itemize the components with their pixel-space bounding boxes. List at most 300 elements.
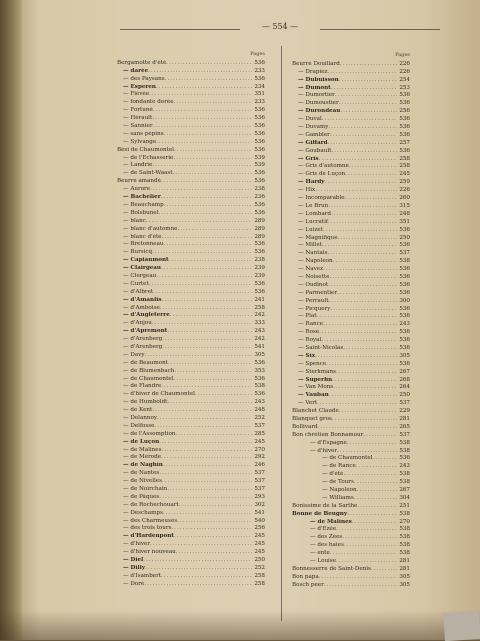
- index-entry: [292, 542, 410, 550]
- entry-name: — Rance: [298, 321, 324, 328]
- entry-name: — d'hiver nouveau: [123, 549, 176, 556]
- index-entry: [117, 210, 265, 218]
- entry-name: — ente: [310, 550, 330, 557]
- entry-name: — de Humboldt: [123, 399, 168, 406]
- leader-dots: [339, 100, 398, 108]
- index-entry: [117, 170, 265, 178]
- entry-page-number: 250: [399, 392, 410, 399]
- index-entry: [117, 549, 265, 557]
- index-entry: [117, 431, 265, 439]
- leader-dots: [317, 313, 398, 321]
- entry-page-number: 536: [254, 391, 265, 398]
- index-entry: [117, 107, 265, 115]
- leader-dots: [319, 574, 398, 582]
- index-entry: [292, 61, 410, 69]
- entry-name: Bonnesserre de Saint-Denis: [292, 565, 371, 572]
- entry-name: — Esperen: [123, 83, 156, 90]
- leader-dots: [162, 336, 252, 344]
- entry-name: — d'Hardenpont: [123, 533, 174, 540]
- leader-dots: [161, 383, 252, 391]
- index-entry: [117, 249, 265, 257]
- entry-name: Bési de Chaumontel: [117, 146, 174, 153]
- index-entry: [292, 211, 410, 219]
- entry-page-number: 540: [254, 517, 265, 524]
- entry-name: — Diel: [123, 557, 144, 564]
- entry-name: — de l'Echasserie: [123, 154, 174, 161]
- entry-name: — Louise: [310, 558, 337, 565]
- entry-page-number: 245: [399, 171, 410, 178]
- index-entry: [292, 558, 410, 566]
- index-entry: [292, 432, 410, 440]
- entry-name: — de Luçon: [123, 438, 160, 445]
- leader-dots: [150, 541, 252, 549]
- entry-name: — darée: [123, 67, 149, 74]
- entry-page-number: 536: [399, 226, 410, 233]
- leader-dots: [149, 281, 253, 289]
- entry-page-number: 243: [399, 321, 410, 328]
- entry-name: — Bolsbunel: [123, 209, 159, 216]
- leader-dots: [332, 416, 397, 424]
- entry-page-number: 537: [399, 250, 410, 257]
- entry-name: — de Malines: [310, 518, 352, 525]
- index-entry: [117, 305, 265, 313]
- index-entry: [117, 470, 265, 478]
- index-entry: [292, 242, 410, 250]
- entry-name: — Davy: [123, 351, 145, 358]
- entry-page-number: 281: [399, 565, 410, 572]
- index-entry: [117, 383, 265, 391]
- leader-dots: [333, 258, 398, 266]
- entry-page-number: 250: [254, 557, 265, 564]
- entry-name: — d'Albret: [123, 288, 154, 295]
- entry-name: — des Zées: [310, 534, 343, 541]
- entry-page-number: 259: [399, 179, 410, 186]
- leader-dots: [339, 408, 398, 416]
- entry-page-number: 315: [399, 202, 410, 209]
- index-entry: [292, 266, 410, 274]
- index-entry: [117, 202, 265, 210]
- entry-name: — des Paysans: [123, 75, 165, 82]
- entry-page-number: 257: [399, 139, 410, 146]
- entry-name: — Duval: [298, 116, 322, 123]
- entry-page-number: 245: [254, 438, 265, 445]
- entry-page-number: 226: [399, 187, 410, 194]
- leader-dots: [357, 503, 397, 511]
- leader-dots: [164, 131, 253, 139]
- index-entry: [292, 519, 410, 527]
- entry-name: Beurré amandé: [117, 178, 161, 185]
- entry-page-number: 289: [254, 225, 265, 232]
- entry-page-number: 539: [254, 162, 265, 169]
- entry-name: — d'Amboise: [123, 304, 160, 311]
- entry-name: — Le Brun: [298, 202, 329, 209]
- entry-name: — d'Arenberg: [123, 343, 163, 350]
- index-entry: [117, 68, 265, 76]
- entry-page-number: 536: [399, 266, 410, 273]
- entry-page-number: 305: [399, 352, 410, 359]
- leader-dots: [330, 550, 397, 558]
- entry-page-number: 353: [254, 367, 265, 374]
- index-entry: [292, 337, 410, 345]
- leader-dots: [372, 455, 397, 463]
- entry-name: — d'Espagne: [310, 439, 347, 446]
- index-entry: [292, 487, 410, 495]
- entry-page-number: 252: [254, 414, 265, 421]
- entry-name: Blanchet Claude: [292, 408, 339, 415]
- leader-dots: [152, 320, 252, 328]
- entry-name: — Gambler: [298, 131, 330, 138]
- index-entry: [117, 462, 265, 470]
- leader-dots: [143, 557, 252, 565]
- page-bottom-shadow: [0, 610, 480, 640]
- leader-dots: [166, 60, 252, 68]
- entry-name: — Fiévée: [123, 91, 150, 98]
- entry-name: Beurré Douillard: [292, 60, 340, 67]
- leader-dots: [343, 345, 397, 353]
- leader-dots: [161, 194, 253, 202]
- leader-dots: [328, 140, 398, 148]
- entry-name: — des Charmeuses: [123, 517, 178, 524]
- index-entry: [292, 377, 410, 385]
- leader-dots: [328, 69, 398, 77]
- leader-dots: [150, 186, 252, 194]
- index-column-left: [117, 51, 265, 589]
- entry-name: — Doré: [123, 580, 145, 587]
- leader-dots: [321, 337, 397, 345]
- entry-name: — Rose: [298, 329, 320, 336]
- entry-page-number: 536: [254, 107, 265, 114]
- entry-name: — Gris: [298, 155, 319, 162]
- entry-name: — Dilly: [123, 564, 146, 571]
- entry-page-number: 536: [254, 209, 265, 216]
- entry-name: — Capiaumont: [123, 257, 169, 264]
- index-entry: [117, 297, 265, 305]
- entry-page-number: 226: [399, 68, 410, 75]
- entry-page-number: 536: [254, 178, 265, 185]
- entry-name: — Delfosse: [123, 422, 155, 429]
- entry-name: — Dumoustier: [298, 100, 339, 107]
- index-entry: [117, 344, 265, 352]
- entry-name: Bollivard: [292, 423, 318, 430]
- entry-page-number: 536: [254, 280, 265, 287]
- entry-page-number: 293: [254, 493, 265, 500]
- index-entry: [292, 148, 410, 156]
- leader-dots: [174, 368, 252, 376]
- leader-dots: [159, 494, 252, 502]
- index-entry: [117, 454, 265, 462]
- entry-page-number: 300: [399, 297, 410, 304]
- entry-name: — Delannoy: [123, 414, 158, 421]
- entry-page-number: 258: [399, 163, 410, 170]
- entry-page-number: 268: [399, 376, 410, 383]
- leader-dots: [363, 432, 397, 440]
- index-entry: [292, 163, 410, 171]
- entry-name: — Navez: [298, 266, 324, 273]
- leader-dots: [167, 486, 252, 494]
- entry-name: — Curtet: [123, 280, 149, 287]
- leader-dots: [345, 195, 398, 203]
- index-entry: [292, 416, 410, 424]
- index-entry: [117, 91, 265, 99]
- leader-dots: [338, 235, 398, 243]
- index-entry: [292, 574, 410, 582]
- index-entry: [117, 407, 265, 415]
- index-entry: [292, 408, 410, 416]
- entry-page-number: 538: [399, 258, 410, 265]
- index-entry: [292, 392, 410, 400]
- index-entry: [117, 162, 265, 170]
- entry-name: — de Saint-Waast: [123, 170, 173, 177]
- entry-name: — de Nantes: [123, 470, 160, 477]
- entry-name: — d'hiver: [123, 541, 151, 548]
- index-entry: [292, 203, 410, 211]
- entry-name: Bonne de Beugny: [292, 510, 348, 517]
- leader-dots: [160, 305, 253, 313]
- entry-page-number: 248: [399, 210, 410, 217]
- leader-dots: [329, 274, 397, 282]
- column-header: Pages: [250, 51, 265, 57]
- entry-page-number: 267: [399, 368, 410, 375]
- leader-dots: [156, 84, 252, 92]
- entry-page-number: 270: [254, 446, 265, 453]
- entry-page-number: 538: [399, 550, 410, 557]
- index-entry: [117, 234, 265, 242]
- entry-page-number: 229: [399, 408, 410, 415]
- index-entry: [292, 282, 410, 290]
- index-entry: [292, 171, 410, 179]
- entry-page-number: 536: [399, 281, 410, 288]
- index-entry: [117, 60, 265, 68]
- leader-dots: [339, 77, 398, 85]
- entry-page-number: 265: [399, 423, 410, 430]
- index-entry: [117, 123, 265, 131]
- entry-name: — Beauchamp: [123, 201, 164, 208]
- page-header: [120, 22, 440, 36]
- entry-page-number: 536: [399, 305, 410, 312]
- entry-name: — Dumont: [298, 84, 331, 91]
- entry-page-number: 541: [254, 509, 265, 516]
- leader-dots: [175, 431, 252, 439]
- leader-dots: [154, 423, 252, 431]
- leader-dots: [323, 227, 397, 235]
- index-entry: [292, 369, 410, 377]
- entry-page-number: 537: [254, 470, 265, 477]
- entry-page-number: 254: [399, 76, 410, 83]
- entry-name: — Duvamy: [298, 124, 329, 131]
- index-entry: [117, 218, 265, 226]
- leader-dots: [336, 369, 397, 377]
- leader-dots: [161, 178, 252, 186]
- entry-name: — Nantais: [298, 250, 328, 257]
- index-entry: [117, 139, 265, 147]
- index-entry: [117, 494, 265, 502]
- index-entry: [117, 557, 265, 565]
- leader-dots: [152, 249, 252, 257]
- index-entry: [117, 320, 265, 328]
- leader-dots: [328, 282, 397, 290]
- leader-dots: [331, 148, 397, 156]
- entry-page-number: 305: [254, 351, 265, 358]
- entry-page-number: 538: [399, 479, 410, 486]
- entry-page-number: 245: [254, 541, 265, 548]
- leader-dots: [356, 463, 398, 471]
- entry-name: — d'Arenberg: [123, 336, 163, 343]
- entry-page-number: 256: [399, 108, 410, 115]
- leader-dots: [146, 218, 253, 226]
- entry-name: — Fortuné: [123, 107, 153, 114]
- leader-dots: [161, 573, 252, 581]
- entry-name: — Hardy: [298, 179, 325, 186]
- entry-page-number: 541: [254, 343, 265, 350]
- index-entry: [292, 361, 410, 369]
- entry-name: — de Naghin: [123, 462, 163, 469]
- leader-dots: [315, 353, 397, 361]
- entry-page-number: 253: [399, 84, 410, 91]
- entry-page-number: 538: [399, 534, 410, 541]
- index-entry: [292, 85, 410, 93]
- entry-name: — Picquery: [298, 305, 331, 312]
- entry-page-number: 536: [399, 100, 410, 107]
- leader-dots: [169, 257, 253, 265]
- leader-dots: [371, 566, 397, 574]
- entry-name: — de Malines: [123, 446, 162, 453]
- entry-name: — Royal: [298, 337, 322, 344]
- entry-page-number: 351: [254, 91, 265, 98]
- index-entry: [292, 448, 410, 456]
- index-entry: [117, 328, 265, 336]
- entry-page-number: 536: [399, 92, 410, 99]
- entry-name: — Sterkmans: [298, 368, 336, 375]
- index-entry: [117, 76, 265, 84]
- index-entry: [117, 447, 265, 455]
- entry-page-number: 538: [399, 526, 410, 533]
- index-entry: [117, 273, 265, 281]
- entry-name: — de Nivelles: [123, 478, 162, 485]
- entry-name: — Gris d'automne: [298, 163, 349, 170]
- entry-page-number: 536: [254, 359, 265, 366]
- entry-name: — Drapiez: [298, 68, 328, 75]
- entry-name: — sans pépins: [123, 130, 164, 137]
- entry-page-number: 238: [254, 257, 265, 264]
- header-rule-right: [320, 29, 440, 30]
- entry-name: — Clergeau: [123, 272, 157, 279]
- leader-dots: [159, 439, 252, 447]
- leader-dots: [161, 454, 252, 462]
- index-entry: [117, 391, 265, 399]
- leader-dots: [347, 440, 397, 448]
- entry-name: — de Chaumontel: [322, 455, 373, 462]
- leader-dots: [337, 290, 397, 298]
- leader-dots: [162, 344, 252, 352]
- entry-page-number: 536: [254, 59, 265, 66]
- leader-dots: [152, 162, 252, 170]
- index-entry: [292, 250, 410, 258]
- entry-page-number: 242: [254, 336, 265, 343]
- index-entry: [292, 440, 410, 448]
- entry-name: — de Chaumontel: [123, 375, 174, 382]
- entry-name: — de Beaumont: [123, 359, 168, 366]
- entry-name: — Dubuisson: [298, 76, 339, 83]
- leader-dots: [333, 384, 397, 392]
- index-entry: [292, 400, 410, 408]
- entry-page-number: 536: [254, 146, 265, 153]
- entry-name: — de Noirchain: [123, 486, 168, 492]
- index-entry: [292, 227, 410, 235]
- leader-dots: [157, 415, 252, 423]
- entry-name: — Vert: [298, 400, 318, 407]
- index-entry: [292, 463, 410, 471]
- leader-dots: [342, 534, 397, 542]
- entry-name: — d'hiver de Chaumontel: [123, 391, 195, 398]
- entry-page-number: 351: [399, 218, 410, 225]
- entry-page-number: 252: [254, 564, 265, 571]
- index-entry: [117, 565, 265, 573]
- index-entry: [292, 100, 410, 108]
- index-list-left: [117, 60, 265, 589]
- index-entry: [292, 235, 410, 243]
- leader-dots: [325, 179, 398, 187]
- entry-page-number: 285: [254, 430, 265, 437]
- entry-page-number: 536: [254, 130, 265, 137]
- entry-page-number: 304: [399, 494, 410, 501]
- leader-dots: [323, 321, 397, 329]
- entry-page-number: 536: [254, 249, 265, 256]
- index-entry: [117, 147, 265, 155]
- entry-name: — Hérault: [123, 115, 153, 122]
- index-entry: [117, 336, 265, 344]
- entry-name: — Six: [298, 352, 316, 359]
- entry-page-number: 242: [254, 312, 265, 319]
- entry-name: — Vauban: [298, 392, 329, 399]
- leader-dots: [336, 558, 397, 566]
- leader-dots: [144, 581, 252, 589]
- leader-dots: [357, 487, 398, 495]
- entry-page-number: 243: [399, 463, 410, 470]
- entry-name: — Sylvange: [123, 138, 157, 145]
- entry-name: — d'hiver: [310, 447, 338, 454]
- index-entry: [117, 186, 265, 194]
- entry-name: — Bachelier: [123, 194, 161, 201]
- entry-name: — Napoléon: [322, 487, 357, 493]
- index-entry: [292, 298, 410, 306]
- index-entry: [117, 541, 265, 549]
- index-entry: [117, 226, 265, 234]
- index-entry: [117, 131, 265, 139]
- entry-name: — Goubault: [298, 147, 332, 154]
- index-entry: [117, 155, 265, 163]
- index-entry: [117, 376, 265, 384]
- leader-dots: [344, 542, 397, 550]
- entry-name: — de Rochechouart: [123, 501, 179, 508]
- entry-name: — Van Mons: [298, 384, 334, 391]
- index-entry: [117, 289, 265, 297]
- entry-page-number: 536: [399, 116, 410, 123]
- entry-name: — d'Angleterre: [123, 312, 170, 319]
- entry-name: — de Kent: [123, 407, 153, 414]
- entry-page-number: 538: [254, 383, 265, 390]
- index-column-right: [292, 52, 410, 590]
- index-entry: [117, 525, 265, 533]
- entry-page-number: 243: [254, 328, 265, 335]
- leader-dots: [354, 495, 398, 503]
- leader-dots: [174, 147, 252, 155]
- entry-page-number: 258: [399, 155, 410, 162]
- leader-dots: [329, 392, 398, 400]
- entry-page-number: 243: [254, 399, 265, 406]
- index-entry: [292, 384, 410, 392]
- entry-page-number: 538: [399, 471, 410, 478]
- entry-name: — d'été: [322, 471, 344, 478]
